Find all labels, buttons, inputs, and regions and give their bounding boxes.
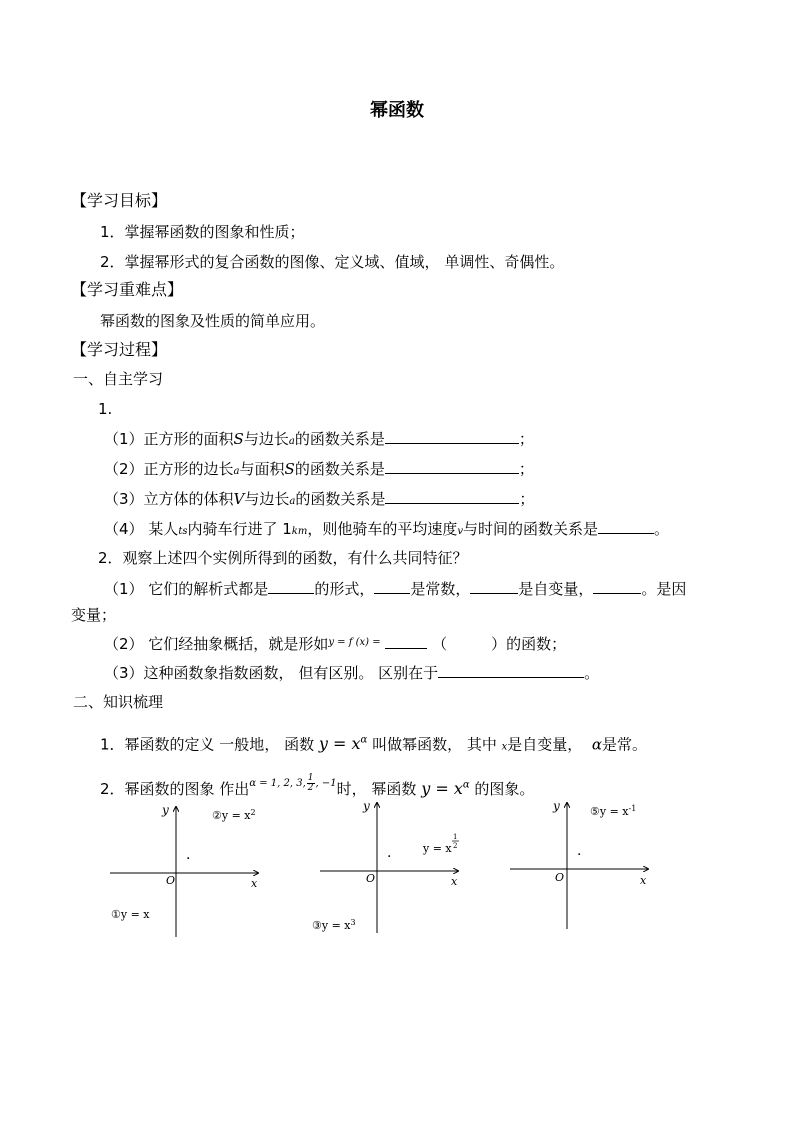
item-number-1: 1. [98, 400, 113, 418]
answer-blank[interactable] [598, 518, 654, 534]
var-a: a [288, 436, 295, 447]
observation-1-continued: 变量； [71, 606, 117, 624]
section-key-heading: 【学习重难点】 [71, 280, 184, 299]
svg-text:y = x: y = x [423, 842, 452, 855]
var-alpha: α [591, 735, 602, 754]
section-process-heading: 【学习过程】 [71, 340, 168, 359]
graph-3-label: ③y = $x^3$ [312, 918, 356, 932]
definition-2: 2．幂函数的图象 作出$^{\alpha = 1, 2, 3, \frac{1}{2} , -1}$时， 幂函数 $y = x^\alpha$ 的图象。 [100, 773, 535, 798]
x-axis-label: x [640, 874, 647, 887]
page-title: 幂函数 [370, 100, 424, 121]
answer-blank[interactable] [385, 428, 519, 444]
origin-label: O [366, 872, 376, 885]
part1-heading: 一、自主学习 [73, 370, 164, 388]
x-axis-label: x [251, 877, 258, 890]
answer-blank[interactable] [385, 633, 427, 649]
var-V: V [233, 490, 245, 508]
var-v: v [457, 526, 463, 537]
origin-label: O [555, 871, 565, 884]
var-a: a [233, 466, 240, 477]
answer-blank[interactable] [374, 578, 410, 594]
answer-blank[interactable] [438, 662, 584, 678]
graph-1 [110, 803, 258, 937]
y-axis-label: y [162, 803, 169, 817]
section-goals-heading: 【学习目标】 [71, 191, 168, 210]
point-marker: · [387, 849, 392, 865]
observation-1: （1） 它们的解析式都是 的形式， 是常数， 是自变量， 。是因 [104, 580, 687, 598]
observation-3: （3）这种函数象指数函数， 但有区别。 区别在于 。 [104, 664, 600, 682]
graph-3 [510, 799, 648, 929]
var-a: a [289, 496, 296, 507]
answer-blank[interactable] [385, 458, 519, 474]
y-axis-label: y [363, 799, 370, 813]
observation-question: 2．观察上述四个实例所得到的函数，有什么共同特征？ [98, 549, 468, 567]
graph-2 [312, 799, 459, 933]
var-ts: ts [178, 526, 188, 537]
part2-heading: 二、知识梳理 [73, 693, 164, 711]
goal-item-2: 2．掌握幂形式的复合函数的图像、定义域、值域， 单调性、奇偶性。 [100, 253, 565, 271]
graph-4-label [422, 833, 459, 855]
math-y-eq-f-x: y = f (x) = [328, 637, 381, 648]
point-marker: · [577, 847, 582, 863]
graph-2-label: ②y = $x^2$ [212, 808, 256, 822]
graphs-area [0, 795, 794, 995]
question-4: （4） 某人ts内骑车行进了 1km，则他骑车的平均速度v与时间的函数关系是 。 [104, 520, 670, 538]
question-2: （2）正方形的边长a与面积S的函数关系是 ； [104, 460, 534, 478]
svg-text:2: 2 [453, 842, 458, 850]
origin-label: O [166, 874, 176, 887]
key-text: 幂函数的图象及性质的简单应用。 [100, 312, 326, 330]
math-alpha-values: α = 1, 2, 3, 1 2 , −1 [249, 773, 337, 793]
x-axis-label: x [451, 875, 458, 888]
math-y-eq-x-alpha: $y = x^\alpha$ [318, 734, 368, 754]
question-1: （1）正方形的面积S与边长a的函数关系是 ； [104, 430, 534, 448]
goal-item-1: 1．掌握幂函数的图象和性质； [100, 223, 305, 241]
svg-text:1: 1 [453, 833, 458, 841]
answer-blank[interactable] [470, 578, 518, 594]
graph-5-label: ⑤y = $x^{-1}$ [590, 804, 637, 818]
question-3: （3）立方体的体积V与边长a的函数关系是 ； [104, 490, 535, 508]
graph-1-label: ①y = x [111, 908, 150, 921]
math-y-eq-x-alpha: $y = x^\alpha$ [421, 779, 470, 798]
var-S: S [233, 430, 244, 448]
answer-blank[interactable] [385, 488, 519, 504]
point-marker: · [186, 851, 191, 867]
answer-blank[interactable] [593, 578, 641, 594]
observation-2: （2） 它们经抽象概括，就是形如$^{y = f (x) =}$ （ ）的函数； [104, 635, 567, 653]
y-axis-label: y [553, 799, 560, 813]
var-S: S [284, 460, 295, 478]
var-x: x [501, 741, 508, 753]
definition-1: 1．幂函数的定义 一般地， 函数 $y = x^\alpha$ 叫做幂函数， 其中 x是自变量， α是常。 [100, 734, 647, 754]
answer-blank[interactable] [268, 578, 314, 594]
var-km: km [291, 526, 308, 537]
